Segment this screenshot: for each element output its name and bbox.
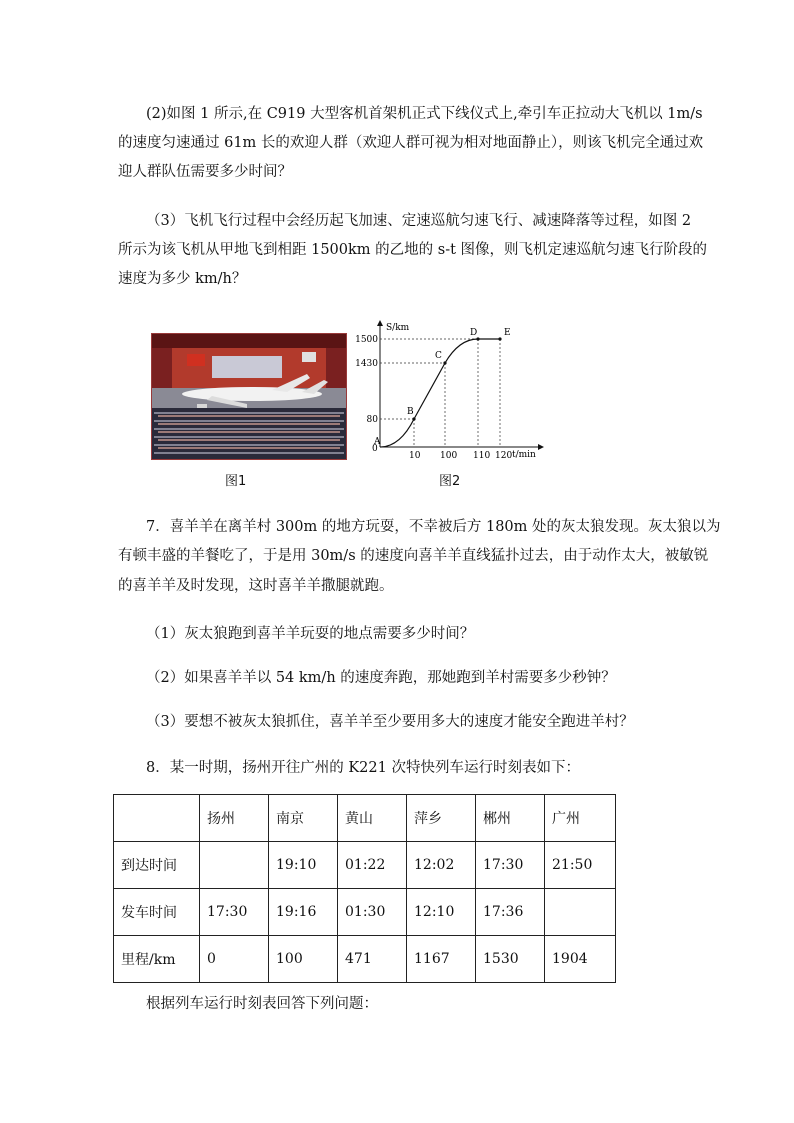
aircraft-ceremony-photo [151,333,347,460]
q7-sub1: （1）灰太狼跑到喜羊羊玩耍的地点需要多少时间？ [146,626,475,642]
table-cell: 01:30 [338,889,407,936]
q7-stem-line2: 有顿丰盛的羊餐吃了，于是用 30m/s 的速度向喜羊羊直线猛扑过去，由于动作太大，被敏锐 [118,548,709,564]
q8-stem: 8．某一时期，扬州开往广州的 K221 次特快列车运行时刻表如下： [146,760,580,776]
q7-sub3: （3）要想不被灰太狼抓住，喜羊羊至少要用多大的速度才能安全跑进羊村？ [146,714,634,730]
table-cell: 到达时间 [114,842,200,889]
y-tick-label: 80 [366,415,378,425]
x-axis-label: t/min [512,450,536,460]
x-tick-label: 100 [440,451,458,461]
table-cell: 17:30 [200,889,269,936]
table-cell: 21:50 [545,842,616,889]
point-label-c: C [435,351,442,361]
table-cell: 19:16 [269,889,338,936]
point-label-d: D [470,328,478,338]
table-cell: 扬州 [200,795,269,842]
y-tick-label: 1430 [355,359,378,369]
table-cell: 郴州 [476,795,545,842]
table-cell [114,795,200,842]
point-b [412,417,415,420]
q6-p3-line1: （3）飞机飞行过程中会经历起飞加速、定速巡航匀速飞行、减速降落等过程，如图 2 [146,213,692,229]
table-row [114,936,616,983]
x-tick-label: 10 [409,451,421,461]
q7-stem-line1: 7．喜羊羊在离羊村 300m 的地方玩耍，不幸被后方 180m 处的灰太狼发现。灰太狼以为 [146,519,721,535]
table-cell: 萍乡 [407,795,476,842]
figure-1-caption: 图1 [225,474,247,489]
table-cell: 19:10 [269,842,338,889]
q6-p3-line3: 速度为多少 km/h？ [118,271,247,287]
q7-stem-line3: 的喜羊羊及时发现，这时喜羊羊撒腿就跑。 [118,578,394,594]
table-cell: 南京 [269,795,338,842]
aircraft-ceremony-illustration [152,334,346,459]
table-row [114,842,616,889]
table-cell: 黄山 [338,795,407,842]
q6-p2-line3: 迎人群队伍需要多少时间？ [118,164,292,180]
point-c [443,361,446,364]
y-axis-label: S/km [386,323,410,333]
table-cell [200,842,269,889]
table-cell: 里程/km [114,936,200,983]
table-header-row [114,795,616,842]
q7-sub2: （2）如果喜羊羊以 54 km/h 的速度奔跑，那她跑到羊村需要多少秒钟？ [146,670,616,686]
table-cell: 471 [338,936,407,983]
table-cell [545,889,616,936]
point-label-a: A [374,437,381,447]
point-label-e: E [504,328,511,338]
table-cell: 1530 [476,936,545,983]
origin-label: 0 [372,444,378,454]
table-cell: 发车时间 [114,889,200,936]
point-label-b: B [407,407,414,417]
table-cell: 17:36 [476,889,545,936]
q6-p3-line2: 所示为该飞机从甲地飞到相距 1500km 的乙地的 s-t 图像，则飞机定速巡航匀速飞行阶段的 [118,242,708,258]
table-cell: 12:10 [407,889,476,936]
table-cell: 0 [200,936,269,983]
table-cell: 1904 [545,936,616,983]
table-row [114,889,616,936]
table-cell: 广州 [545,795,616,842]
y-axis-arrow [377,320,383,326]
train-timetable [113,794,616,983]
table-cell: 1167 [407,936,476,983]
x-tick-label: 110 [473,451,491,461]
x-axis-arrow [538,444,544,450]
table-cell: 100 [269,936,338,983]
table-cell: 12:02 [407,842,476,889]
table-cell: 17:30 [476,842,545,889]
y-tick-label: 1500 [355,335,378,345]
q8-after-text: 根据列车运行时刻表回答下列问题： [146,996,378,1012]
s-t-graph [350,318,550,463]
table-cell: 01:22 [338,842,407,889]
point-e [498,337,501,340]
q6-p2-line2: 的速度匀速通过 61m 长的欢迎人群（欢迎人群可视为相对地面静止），则该飞机完全通过欢 [118,135,704,151]
q6-p2-line1: (2)如图 1 所示,在 C919 大型客机首架机正式下线仪式上,牵引车正拉动大飞机以 1m/s [146,106,703,122]
x-tick-label: 120 [495,451,513,461]
figure-2-caption: 图2 [439,474,461,489]
